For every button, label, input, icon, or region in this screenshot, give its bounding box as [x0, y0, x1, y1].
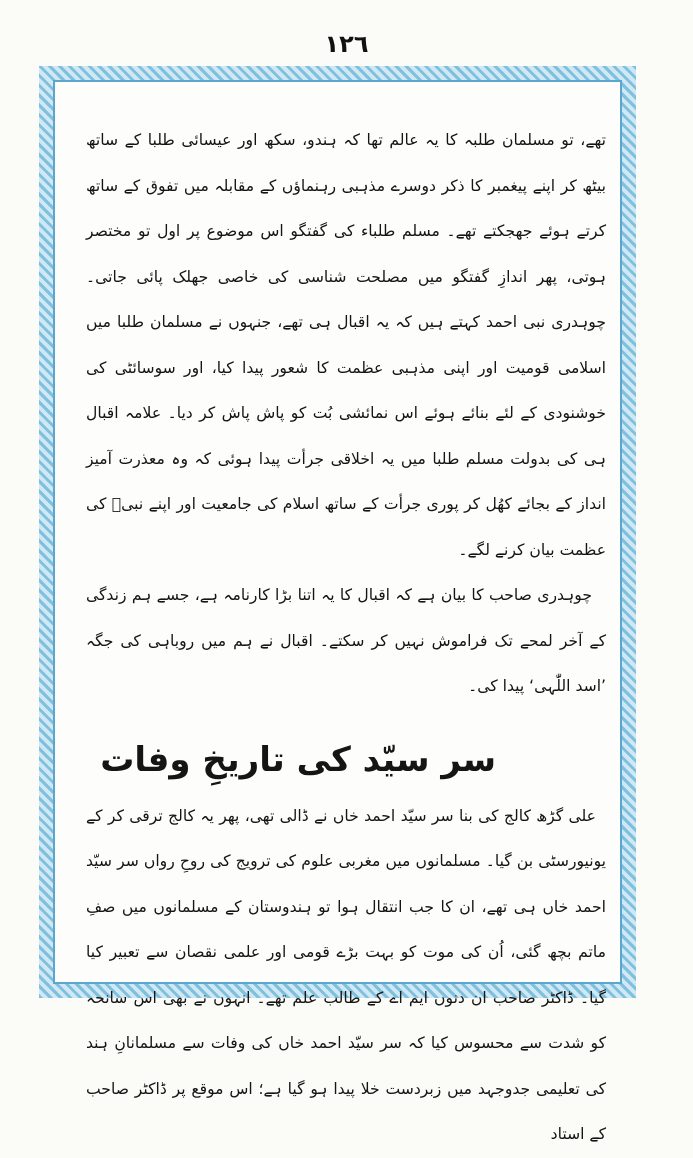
- page-body: [86, 118, 606, 1143]
- page-number: ١٢٦: [324, 30, 369, 58]
- section-heading: سر سیّد کی تاریخِ وفات: [100, 739, 496, 780]
- paragraph-chaudhry-statement: چوہدری صاحب کا بیان ہے کہ اقبال کا یہ اتنا بڑا کارنامہ ہے، جسے ہم زندگی کے آخر لمحے تک فراموش نہیں کر سکتے۔ اقبال نے ہم میں روباہی کی جگہ ’اسد اللّٰہی‘ پیدا کی۔: [86, 586, 606, 695]
- paragraph-students-confidence: تھے، تو مسلمان طلبہ کا یہ عالم تھا کہ ہندو، سکھ اور عیسائی طلبا کے ساتھ بیٹھ کر اپنے پیغمبر کا ذکر دوسرے مذہبی رہنماؤں کے مقابلہ میں تفوق کے ساتھ کرتے ہوئے جھجکتے تھے۔ مسلم طلباء کی گفتگو اس موضوع پر اول تو مختصر ہوتی، پھر اندازِ گفتگو میں مصلحت شناسی کی خاصی جھلک پائی جاتی۔ چوہدری نبی احمد کہتے ہیں کہ یہ اقبال ہی تھے، جنہوں نے مسلمان طلبا میں اسلامی قومیت اور اپنی مذہبی عظمت کا شعور پیدا کیا، اور سوسائٹی کی خوشنودی کے لئے بنائے ہوئے اس نمائشی بُت کو پاش پاش کر دیا۔ علامہ اقبال ہی کی بدولت مسلم طلبا میں یہ اخلاقی جرأت پیدا ہوئی کہ وہ معذرت آمیز انداز کے بجائے کھُل کر پوری جرأت کے ساتھ اسلام کی جامعیت اور اپنے نبیؐ کی عظمت بیان کرنے لگے۔: [86, 131, 606, 559]
- paragraph-sir-syed-death: علی گڑھ کالج کی بنا سر سیّد احمد خاں نے ڈالی تھی، پھر یہ کالج ترقی کر کے یونیورسٹی بن گیا۔ مسلمانوں میں مغربی علوم کی ترویج کی روحِ رواں سر سیّد احمد خاں ہی تھے، ان کا جب انتقال ہوا تو ہندوستان کے مسلمانوں میں صفِ ماتم بچھ گئی، اُن کی موت کو بہت بڑے قومی اور علمی نقصان سے تعبیر کیا گیا۔ ڈاکٹر صاحب ان دنوں ایم اے کے طالب علم تھے۔ انہوں نے بھی اس سانحہ کو شدت سے محسوس کیا کہ سر سیّد احمد خاں کی وفات سے مسلمانانِ ہند کی تعلیمی جدوجہد میں زبردست خلا پیدا ہو گیا ہے؛ اس موقع پر ڈاکٹر صاحب کے استاد: [86, 806, 606, 1143]
